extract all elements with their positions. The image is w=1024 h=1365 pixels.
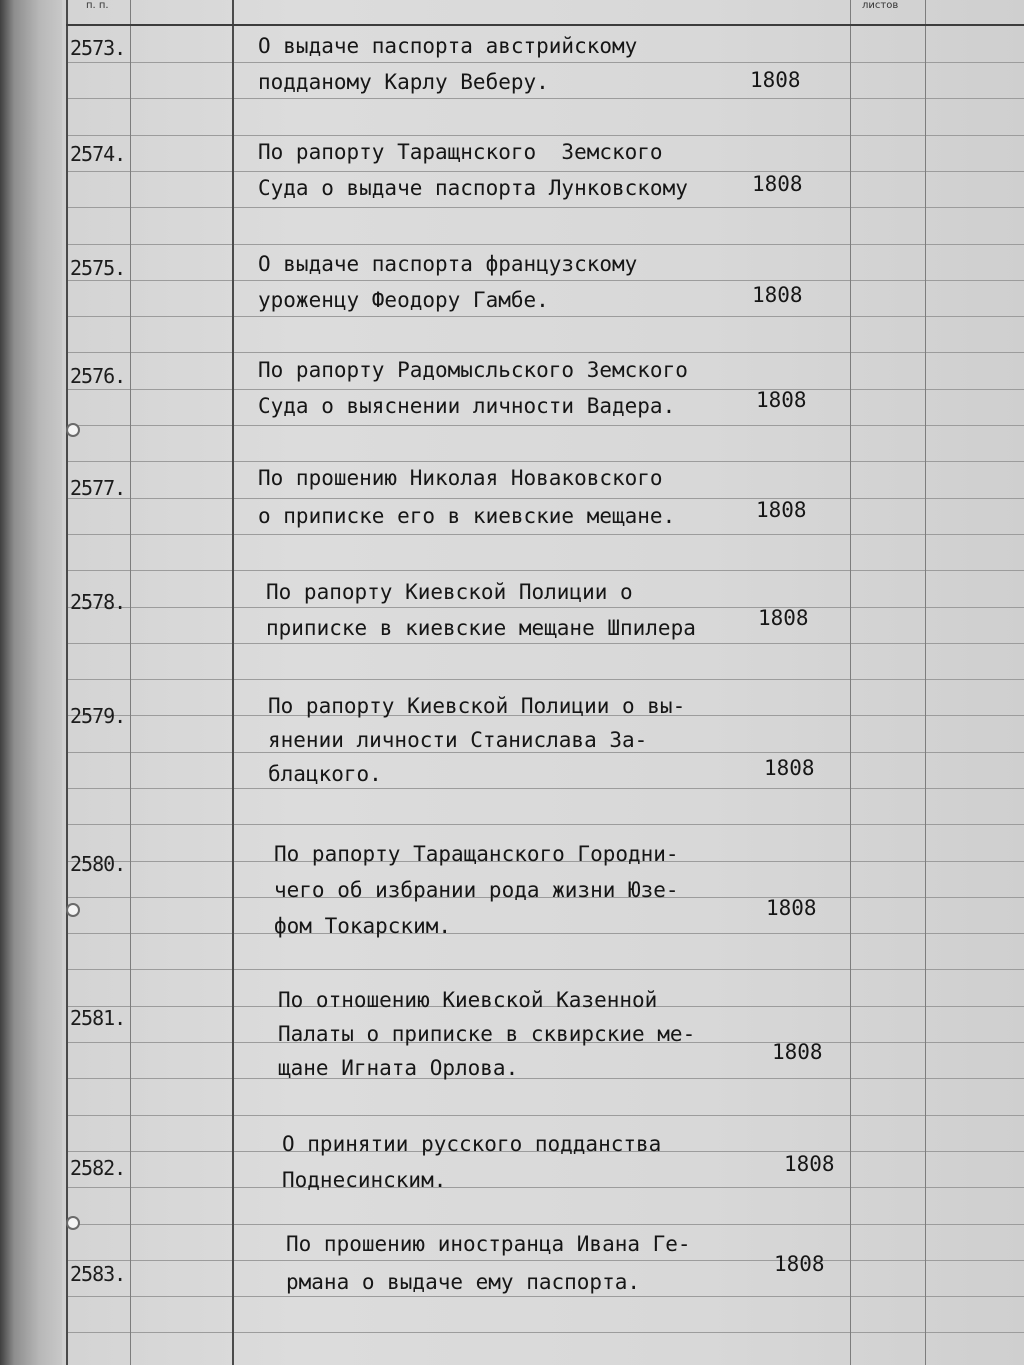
- entry-number: 2583.: [70, 1262, 126, 1286]
- entry-line: уроженцу Феодору Гамбе.: [258, 288, 549, 312]
- entry-line: О выдаче паспорта французскому: [258, 252, 638, 276]
- entry-line: подданому Карлу Веберу.: [258, 70, 549, 94]
- entry-number: 2582.: [70, 1156, 126, 1180]
- entry-year: 1808: [756, 388, 807, 412]
- ruled-line: [66, 207, 1024, 208]
- ruled-line: [66, 244, 1024, 245]
- entry-number: 2574.: [70, 142, 126, 166]
- column-line-desc: [232, 0, 234, 1365]
- column-line-sheets: [850, 0, 851, 1365]
- entry-number: 2579.: [70, 704, 126, 728]
- entry-year: 1808: [750, 68, 801, 92]
- entry-line: фом Токарским.: [274, 914, 452, 938]
- ruled-line: [66, 1332, 1024, 1333]
- header-rule: [66, 24, 1024, 26]
- column-line-left: [66, 0, 68, 1365]
- header-num: п. п.: [86, 0, 109, 11]
- column-line-num: [130, 0, 131, 1365]
- entry-line: Суда о выяснении личности Вадера.: [258, 394, 676, 418]
- entry-line: По рапорту Таращнского Земского: [258, 140, 663, 164]
- entry-number: 2581.: [70, 1006, 126, 1030]
- entry-line: чего об избрании рода жизни Юзе-: [274, 878, 679, 902]
- entry-line: По рапорту Таращанского Городни-: [274, 842, 679, 866]
- entry-year: 1808: [752, 172, 803, 196]
- entry-line: О принятии русского подданства: [282, 1132, 662, 1156]
- entry-line: о приписке его в киевские мещане.: [258, 504, 676, 528]
- ruled-line: [66, 1115, 1024, 1116]
- ruled-line: [66, 969, 1024, 970]
- entry-line: По прошению Николая Новаковского: [258, 466, 663, 490]
- header-sheets: листов: [862, 0, 899, 11]
- entry-line: Палаты о приписке в сквирские ме-: [278, 1022, 696, 1046]
- entry-line: Суда о выдаче паспорта Лунковскому: [258, 176, 688, 200]
- binding-edge: [0, 0, 62, 1365]
- entry-number: 2580.: [70, 852, 126, 876]
- punch-hole: [68, 1218, 78, 1228]
- entry-line: По рапорту Радомысльского Земского: [258, 358, 688, 382]
- entry-number: 2578.: [70, 590, 126, 614]
- entry-line: приписке в киевские мещане Шпилера: [266, 616, 696, 640]
- ruled-line: [66, 824, 1024, 825]
- entry-year: 1808: [752, 283, 803, 307]
- entry-year: 1808: [774, 1252, 825, 1276]
- entry-line: рмана о выдаче ему паспорта.: [286, 1270, 641, 1294]
- entry-year: 1808: [764, 756, 815, 780]
- entry-line: По рапорту Киевской Полиции о вы-: [268, 694, 686, 718]
- entry-year: 1808: [772, 1040, 823, 1064]
- entry-year: 1808: [784, 1152, 835, 1176]
- entry-line: По рапорту Киевской Полиции о: [266, 580, 633, 604]
- entry-line: О выдаче паспорта австрийскому: [258, 34, 638, 58]
- entry-line: По прошению иностранца Ивана Ге-: [286, 1232, 691, 1256]
- entry-line: щане Игната Орлова.: [278, 1056, 519, 1080]
- entry-number: 2575.: [70, 256, 126, 280]
- column-line-right: [925, 0, 926, 1365]
- ruled-line: [66, 570, 1024, 571]
- entry-line: По отношению Киевской Казенной: [278, 988, 658, 1012]
- ruled-line: [66, 1224, 1024, 1225]
- entry-year: 1808: [756, 498, 807, 522]
- entry-number: 2577.: [70, 476, 126, 500]
- ruled-line: [66, 534, 1024, 535]
- ruled-line: [66, 425, 1024, 426]
- entry-line: блацкого.: [268, 762, 382, 786]
- punch-hole: [68, 425, 78, 435]
- entry-number: 2573.: [70, 36, 126, 60]
- entry-number: 2576.: [70, 364, 126, 388]
- ruled-line: [66, 679, 1024, 680]
- entry-year: 1808: [766, 896, 817, 920]
- entry-line: янении личности Станислава За-: [268, 728, 648, 752]
- punch-hole: [68, 905, 78, 915]
- entry-line: Поднесинским.: [282, 1168, 447, 1192]
- entry-year: 1808: [758, 606, 809, 630]
